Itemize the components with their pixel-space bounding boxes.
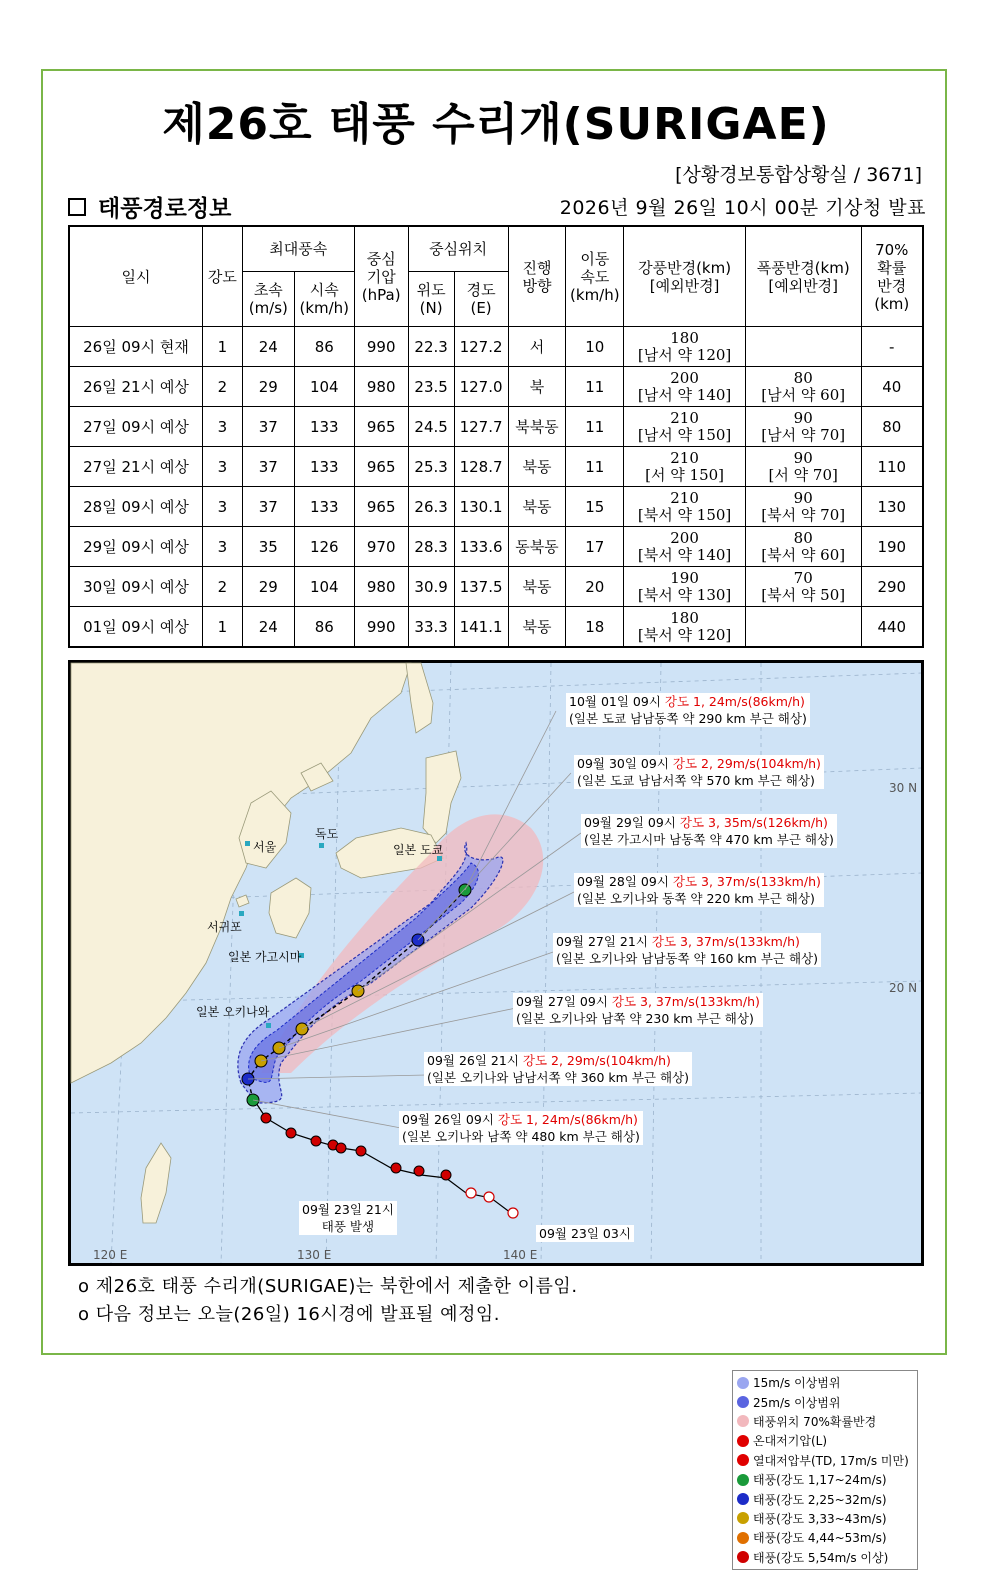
storm-radius-exception: [북서 약 50] [761, 585, 846, 604]
gale-radius-value: 200 [670, 528, 699, 547]
note-name-origin: o 제26호 태풍 수리개(SURIGAE)는 북한에서 제출한 이름임. [78, 1276, 578, 1297]
cell-speed: 11 [566, 367, 624, 407]
axis-lon120: 120 E [93, 1248, 128, 1262]
axis-lat30: 30 N [889, 781, 918, 795]
cell-prob: 130 [861, 487, 923, 527]
cell-speed: 10 [566, 327, 624, 367]
cell-prob: 80 [861, 407, 923, 447]
cell-time: 28일 09시 예상 [69, 487, 202, 527]
legend-label: 15m/s 이상범위 [753, 1376, 841, 1391]
cell-wind-kmh: 133 [294, 447, 354, 487]
cell-prob: 290 [861, 567, 923, 607]
cell-direction: 북동 [508, 487, 566, 527]
table-row [69, 487, 923, 527]
cell-pressure: 970 [354, 527, 408, 567]
gale-radius-value: 180 [670, 608, 699, 627]
cell-speed: 11 [566, 447, 624, 487]
place-seoul: 서울 [253, 840, 277, 854]
gale-radius-exception: [남서 약 140] [637, 385, 732, 404]
legend-label: 태풍(강도 4,44~53m/s) [753, 1531, 887, 1546]
header-speed: 이동 속도 (km/h) [566, 226, 624, 327]
cell-lon: 141.1 [454, 607, 508, 648]
cell-wind-ms: 37 [242, 487, 294, 527]
axis-lon140: 140 E [503, 1248, 538, 1262]
cell-wind-ms: 37 [242, 407, 294, 447]
cell-lon: 133.6 [454, 527, 508, 567]
axis-lat20: 20 N [889, 981, 918, 995]
axis-lon130: 130 E [297, 1248, 332, 1262]
annotation-sep30: 09월 30일 09시 강도 2, 29m/s(104km/h) (일본 도쿄 남남서쪽 약 570 km 부근 해상) [574, 755, 824, 789]
cell-time: 30일 09시 예상 [69, 567, 202, 607]
legend-item [737, 1548, 913, 1567]
annotation-sep26-21: 09월 26일 21시 강도 2, 29m/s(104km/h) (일본 오키나와 남남서쪽 약 360 km 부근 해상) [424, 1052, 692, 1086]
cell-intensity: 2 [202, 567, 242, 607]
storm-radius-exception: [서 약 70] [768, 465, 838, 484]
annotation-sep26-09: 09월 26일 09시 강도 1, 24m/s(86km/h) (일본 오키나와 남쪽 약 480 km 부근 해상) [399, 1111, 643, 1145]
legend-swatch-icon [737, 1415, 749, 1427]
legend-item [737, 1451, 913, 1470]
cell-direction: 북동 [508, 607, 566, 648]
cell-wind-ms: 29 [242, 367, 294, 407]
cell-time: 01일 09시 예상 [69, 607, 202, 648]
cell-speed: 20 [566, 567, 624, 607]
cell-gale-radius [624, 367, 746, 407]
cell-wind-ms: 24 [242, 607, 294, 648]
cell-wind-kmh: 133 [294, 407, 354, 447]
header-intensity: 강도 [202, 226, 242, 327]
note-next-bulletin: o 다음 정보는 오늘(26일) 16시경에 발표될 예정임. [78, 1304, 501, 1325]
cell-lat: 28.3 [408, 527, 454, 567]
cell-intensity: 3 [202, 447, 242, 487]
cell-storm-radius [745, 327, 861, 367]
header-gale-radius: 강풍반경(km) [예외반경] [624, 226, 746, 327]
cell-gale-radius [624, 447, 746, 487]
legend-label: 태풍(강도 1,17~24m/s) [753, 1473, 887, 1488]
cell-pressure: 990 [354, 607, 408, 648]
legend-label: 열대저압부(TD, 17m/s 미만) [753, 1453, 909, 1468]
table-row [69, 567, 923, 607]
cell-wind-ms: 24 [242, 327, 294, 367]
table-row [69, 447, 923, 487]
annotation-sep27-21: 09월 27일 21시 강도 3, 37m/s(133km/h) (일본 오키나와 남남동쪽 약 160 km 부근 해상) [553, 933, 821, 967]
storm-radius-value: 80 [793, 528, 813, 547]
legend-label: 태풍위치 70%확률반경 [753, 1414, 877, 1429]
gale-radius-exception: [남서 약 150] [637, 425, 732, 444]
header-time: 일시 [69, 226, 202, 327]
gale-radius-exception: [북서 약 120] [637, 625, 732, 644]
cell-prob: - [861, 327, 923, 367]
cell-speed: 11 [566, 407, 624, 447]
cell-storm-radius [745, 527, 861, 567]
legend-swatch-icon [737, 1454, 749, 1466]
header-max-wind: 최대풍속 [242, 226, 354, 272]
header-pressure: 중심 기압 (hPa) [354, 226, 408, 327]
cell-pressure: 980 [354, 367, 408, 407]
annotation-oct01: 10월 01일 09시 강도 1, 24m/s(86km/h) (일본 도쿄 남남동쪽 약 290 km 부근 해상) [566, 693, 810, 727]
cell-lon: 137.5 [454, 567, 508, 607]
cell-pressure: 965 [354, 407, 408, 447]
legend-label: 25m/s 이상범위 [753, 1395, 841, 1410]
annotation-sep29: 09월 29일 09시 강도 3, 35m/s(126km/h) (일본 가고시마 남동쪽 약 470 km 부근 해상) [581, 814, 837, 848]
header-direction: 진행 방향 [508, 226, 566, 327]
cell-pressure: 990 [354, 327, 408, 367]
cell-intensity: 1 [202, 607, 242, 648]
legend-item [737, 1412, 913, 1431]
cell-wind-ms: 29 [242, 567, 294, 607]
map-legend [732, 1370, 918, 1570]
gale-radius-value: 190 [670, 568, 699, 587]
cell-time: 27일 09시 예상 [69, 407, 202, 447]
place-seogwipo: 서귀포 [207, 920, 242, 934]
cell-time: 29일 09시 예상 [69, 527, 202, 567]
gale-radius-exception: [북서 약 130] [637, 585, 732, 604]
storm-radius-exception: [북서 약 60] [761, 545, 846, 564]
place-kagoshima: 일본 가고시마 [228, 950, 302, 964]
legend-swatch-icon [737, 1377, 749, 1389]
cell-lat: 22.3 [408, 327, 454, 367]
gale-radius-value: 210 [670, 448, 699, 467]
gale-radius-value: 210 [670, 408, 699, 427]
cell-gale-radius [624, 607, 746, 648]
cell-speed: 17 [566, 527, 624, 567]
cell-direction: 북동 [508, 567, 566, 607]
cell-lat: 24.5 [408, 407, 454, 447]
cell-wind-ms: 37 [242, 447, 294, 487]
storm-radius-value: 80 [793, 368, 813, 387]
cell-gale-radius [624, 567, 746, 607]
legend-swatch-icon [737, 1474, 749, 1486]
header-prob-radius: 70% 확률 반경 (km) [861, 226, 923, 327]
cell-storm-radius [745, 487, 861, 527]
gale-radius-exception: [남서 약 120] [637, 345, 732, 364]
cell-intensity: 3 [202, 487, 242, 527]
cell-direction: 북동 [508, 447, 566, 487]
page-title: 제26호 태풍 수리개(SURIGAE) [162, 99, 830, 150]
cell-wind-kmh: 133 [294, 487, 354, 527]
header-wind-ms: 초속 (m/s) [242, 272, 294, 327]
cell-speed: 18 [566, 607, 624, 648]
legend-item [737, 1509, 913, 1528]
cell-storm-radius [745, 407, 861, 447]
agency-label: [상황경보통합상황실 / 3671] [675, 164, 922, 186]
cell-lat: 33.3 [408, 607, 454, 648]
table-row [69, 527, 923, 567]
cell-gale-radius [624, 407, 746, 447]
gale-radius-exception: [북서 약 140] [637, 545, 732, 564]
legend-swatch-icon [737, 1551, 749, 1563]
legend-label: 온대저기압(L) [753, 1434, 828, 1449]
cell-lon: 127.2 [454, 327, 508, 367]
legend-item [737, 1528, 913, 1547]
cell-direction: 서 [508, 327, 566, 367]
table-row [69, 367, 923, 407]
storm-radius-value: 70 [793, 568, 813, 587]
gale-radius-exception: [서 약 150] [645, 465, 725, 484]
header-wind-kmh: 시속 (km/h) [294, 272, 354, 327]
cell-intensity: 2 [202, 367, 242, 407]
storm-radius-value: 90 [793, 408, 813, 427]
legend-label: 태풍(강도 5,54m/s 이상) [753, 1550, 889, 1565]
legend-label: 태풍(강도 2,25~32m/s) [753, 1492, 887, 1507]
storm-radius-exception: [남서 약 60] [761, 385, 846, 404]
cell-wind-kmh: 126 [294, 527, 354, 567]
cell-wind-kmh: 104 [294, 567, 354, 607]
storm-radius-exception: [남서 약 70] [761, 425, 846, 444]
legend-label: 태풍(강도 3,33~43m/s) [753, 1511, 887, 1526]
checkbox-icon [68, 198, 86, 216]
cell-intensity: 3 [202, 407, 242, 447]
cell-lat: 30.9 [408, 567, 454, 607]
cell-time: 26일 09시 현재 [69, 327, 202, 367]
cell-direction: 북 [508, 367, 566, 407]
cell-pressure: 980 [354, 567, 408, 607]
table-row [69, 327, 923, 367]
cell-lat: 23.5 [408, 367, 454, 407]
header-lon: 경도 (E) [454, 272, 508, 327]
issued-time: 2026년 9월 26일 10시 00분 기상청 발표 [559, 197, 926, 219]
start-label: 09월 23일 03시 [536, 1225, 634, 1242]
cell-prob: 110 [861, 447, 923, 487]
cell-lon: 130.1 [454, 487, 508, 527]
cell-prob: 440 [861, 607, 923, 648]
cell-storm-radius [745, 447, 861, 487]
header-center: 중심위치 [408, 226, 508, 272]
cell-gale-radius [624, 327, 746, 367]
cell-storm-radius [745, 567, 861, 607]
legend-swatch-icon [737, 1396, 749, 1408]
cell-time: 26일 21시 예상 [69, 367, 202, 407]
cell-direction: 동북동 [508, 527, 566, 567]
gale-radius-exception: [북서 약 150] [637, 505, 732, 524]
cell-lon: 128.7 [454, 447, 508, 487]
cell-lon: 127.7 [454, 407, 508, 447]
header-storm-radius: 폭풍반경(km) [예외반경] [745, 226, 861, 327]
track-table [68, 225, 924, 648]
cell-lat: 25.3 [408, 447, 454, 487]
legend-swatch-icon [737, 1493, 749, 1505]
place-tokyo: 일본 도쿄 [393, 843, 444, 857]
cell-wind-kmh: 86 [294, 327, 354, 367]
legend-swatch-icon [737, 1532, 749, 1544]
gale-radius-value: 200 [670, 368, 699, 387]
annotation-sep27-09: 09월 27일 09시 강도 3, 37m/s(133km/h) (일본 오키나와 남쪽 약 230 km 부근 해상) [513, 993, 763, 1027]
table-row [69, 607, 923, 648]
cell-intensity: 1 [202, 327, 242, 367]
legend-item [737, 1373, 913, 1392]
cell-intensity: 3 [202, 527, 242, 567]
header-lat: 위도 (N) [408, 272, 454, 327]
gale-radius-value: 210 [670, 488, 699, 507]
cell-pressure: 965 [354, 487, 408, 527]
cell-wind-kmh: 86 [294, 607, 354, 648]
cell-lat: 26.3 [408, 487, 454, 527]
cell-prob: 40 [861, 367, 923, 407]
gale-radius-value: 180 [670, 328, 699, 347]
storm-radius-value: 90 [793, 448, 813, 467]
legend-swatch-icon [737, 1435, 749, 1447]
place-okinawa: 일본 오키나와 [196, 1005, 270, 1019]
legend-item [737, 1431, 913, 1450]
cell-wind-kmh: 104 [294, 367, 354, 407]
legend-item [737, 1470, 913, 1489]
cell-prob: 190 [861, 527, 923, 567]
cell-gale-radius [624, 487, 746, 527]
legend-item [737, 1489, 913, 1508]
cell-storm-radius [745, 367, 861, 407]
section-header [68, 190, 231, 223]
storm-radius-value: 90 [793, 488, 813, 507]
cell-pressure: 965 [354, 447, 408, 487]
cell-time: 27일 21시 예상 [69, 447, 202, 487]
cell-wind-ms: 35 [242, 527, 294, 567]
section-title: 태풍경로정보 [98, 196, 232, 222]
place-dokdo: 독도 [315, 827, 339, 841]
genesis-label: 09월 23일 21시 태풍 발생 [299, 1201, 397, 1235]
legend-item [737, 1392, 913, 1411]
cell-storm-radius [745, 607, 861, 648]
table-row [69, 407, 923, 447]
annotation-sep28: 09월 28일 09시 강도 3, 37m/s(133km/h) (일본 오키나와 동쪽 약 220 km 부근 해상) [574, 873, 824, 907]
storm-radius-exception: [북서 약 70] [761, 505, 846, 524]
cell-lon: 127.0 [454, 367, 508, 407]
cell-speed: 15 [566, 487, 624, 527]
cell-direction: 북북동 [508, 407, 566, 447]
cell-gale-radius [624, 527, 746, 567]
legend-swatch-icon [737, 1512, 749, 1524]
